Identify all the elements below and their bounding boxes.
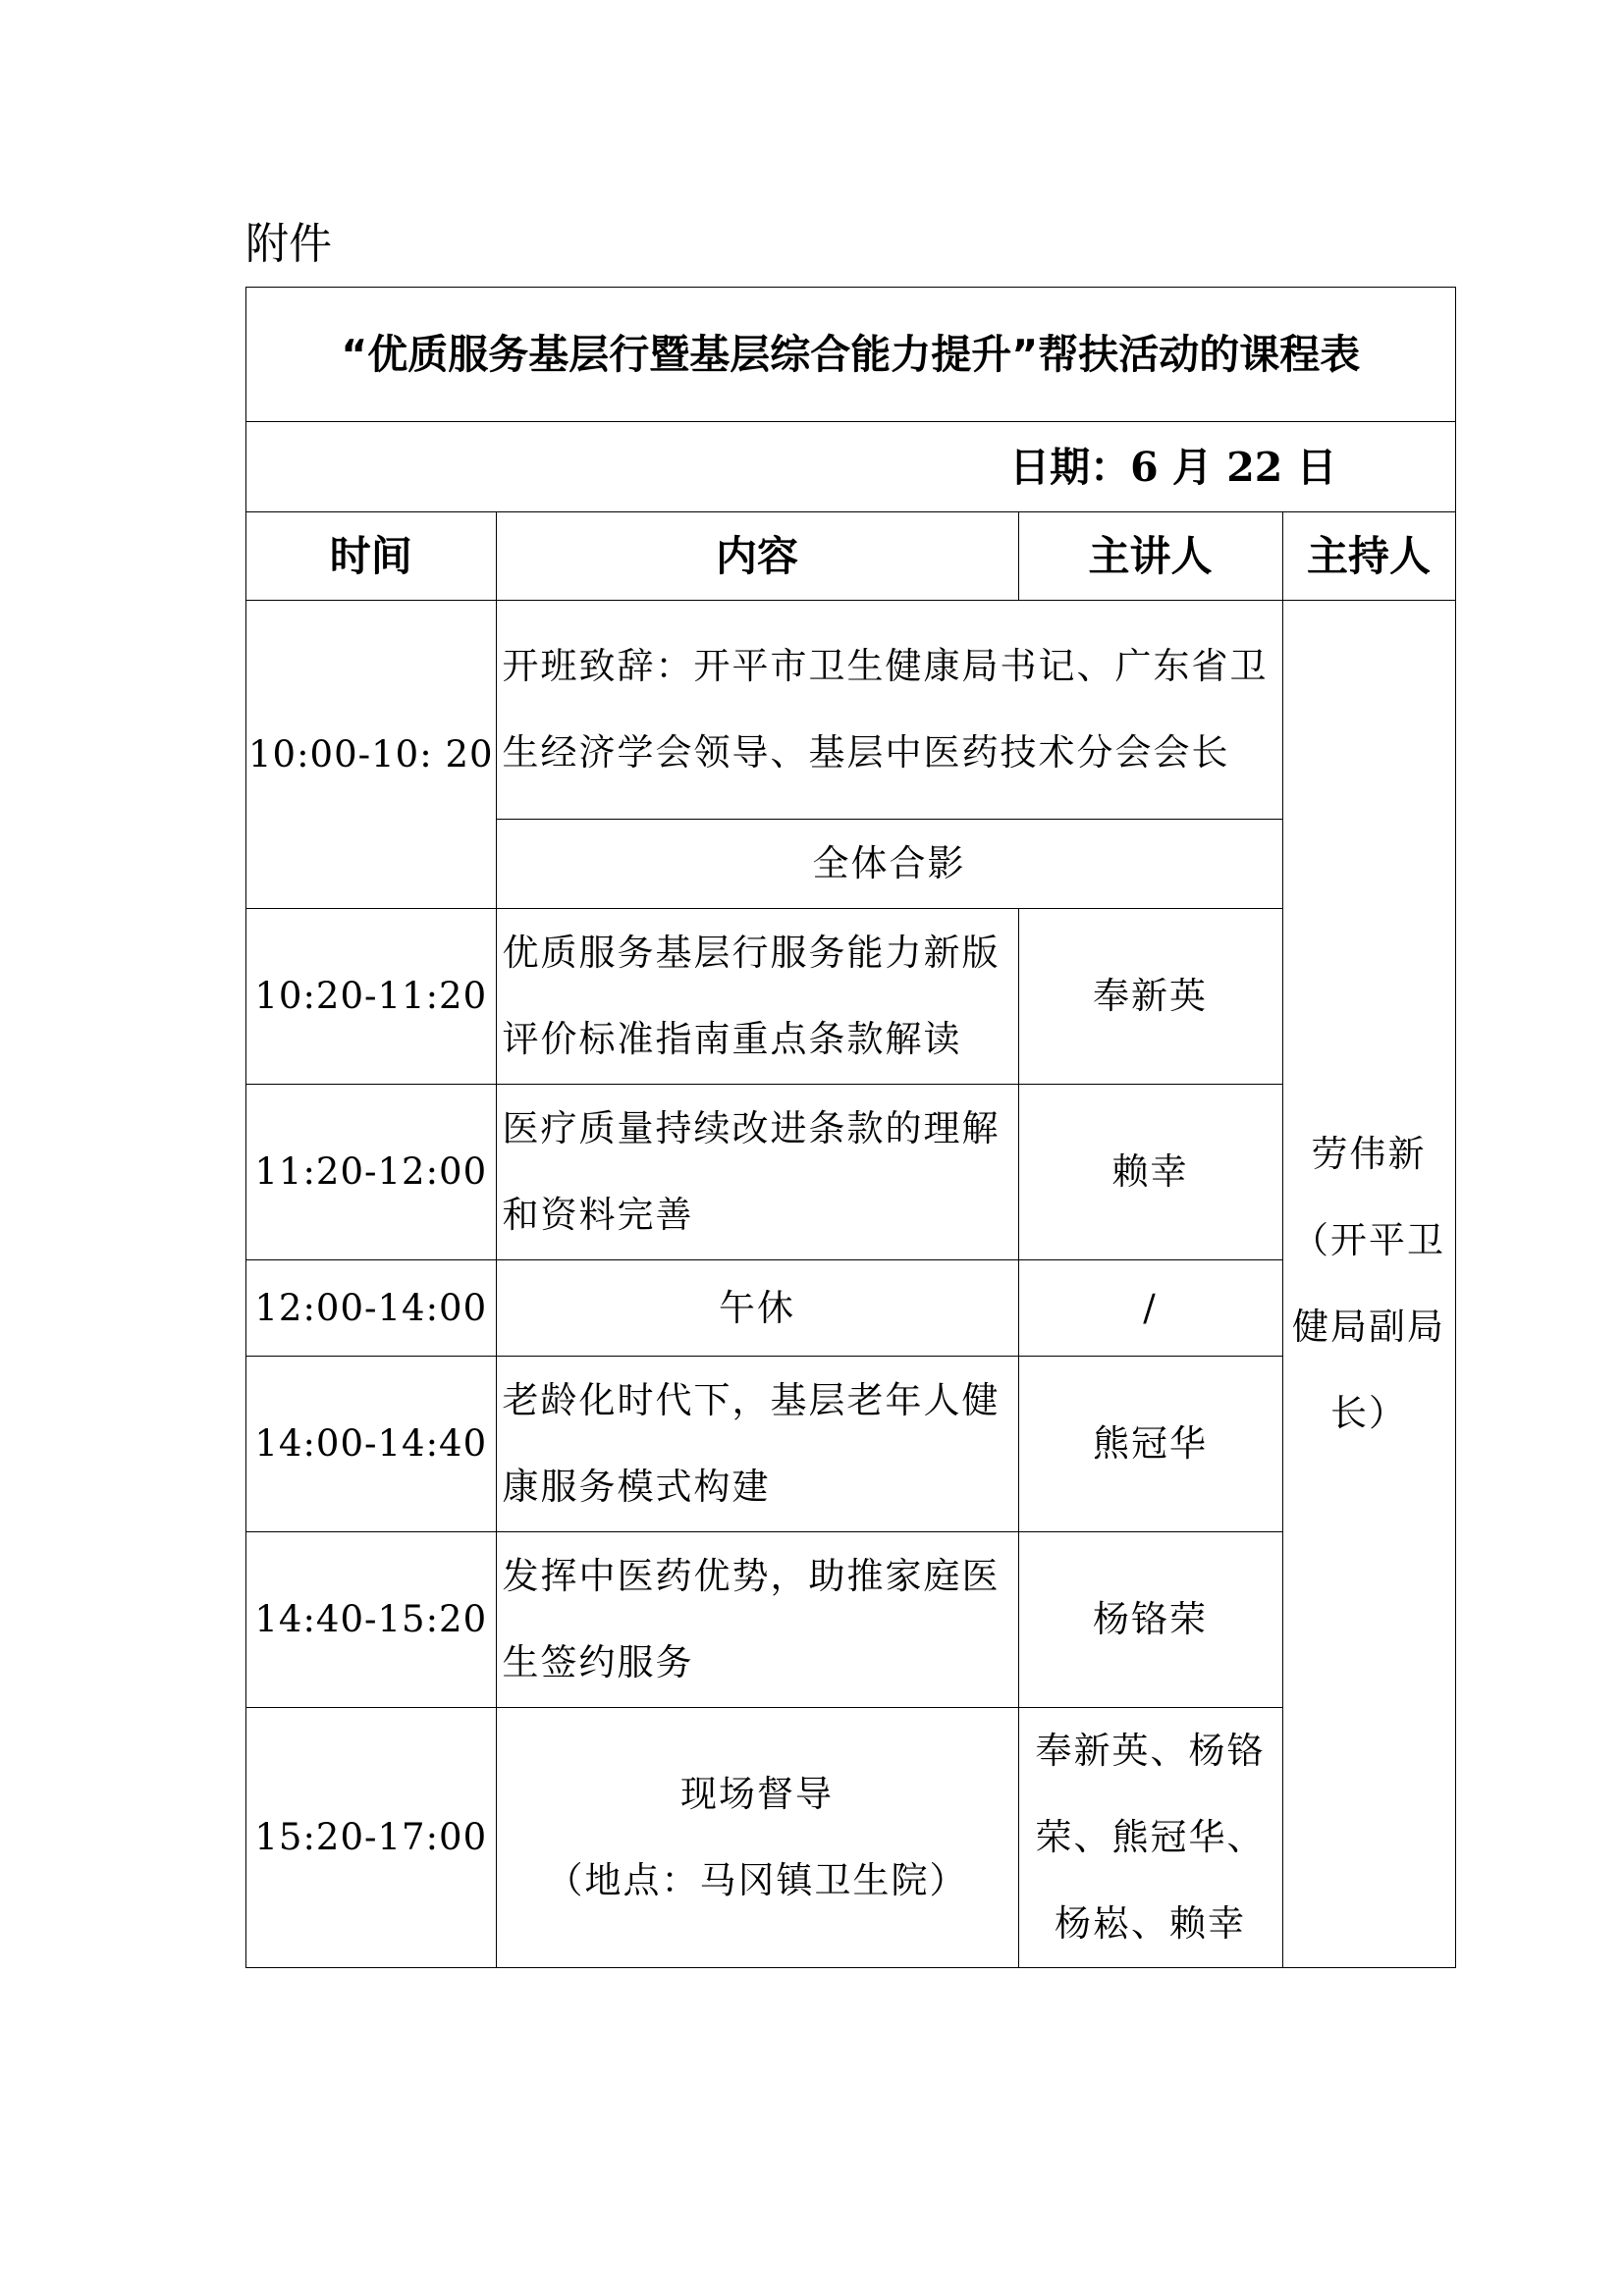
row-speaker: 奉新英、杨铬荣、熊冠华、杨崧、赖幸	[1018, 1708, 1282, 1968]
row-time: 15:20-17:00	[246, 1708, 497, 1968]
row-content: 医疗质量持续改进条款的理解和资料完善	[496, 1085, 1018, 1260]
row-time: 10:20-11:20	[246, 909, 497, 1085]
row-time: 14:00-14:40	[246, 1357, 497, 1532]
table-row	[246, 1532, 1456, 1708]
header-speaker: 主讲人	[1018, 512, 1282, 601]
row-content	[496, 1708, 1018, 1968]
row-content: 午休	[496, 1260, 1018, 1357]
attachment-label: 附件	[245, 219, 332, 269]
row-speaker: 奉新英	[1018, 909, 1282, 1085]
row-content: 开班致辞：开平市卫生健康局书记、广东省卫生经济学会领导、基层中医药技术分会会长	[496, 601, 1282, 820]
table-row	[246, 1708, 1456, 1968]
row-speaker: 赖幸	[1018, 1085, 1282, 1260]
schedule-table	[245, 287, 1456, 1968]
row-speaker: 杨铬荣	[1018, 1532, 1282, 1708]
table-title: “优质服务基层行暨基层综合能力提升”帮扶活动的课程表	[246, 288, 1456, 422]
row-content: 全体合影	[496, 820, 1282, 909]
row-content-location: （地点：马冈镇卫生院）	[546, 1859, 968, 1901]
table-row	[246, 909, 1456, 1085]
header-host: 主持人	[1282, 512, 1455, 601]
header-content: 内容	[496, 512, 1018, 601]
row-content: 优质服务基层行服务能力新版评价标准指南重点条款解读	[496, 909, 1018, 1085]
row-time: 14:40-15:20	[246, 1532, 497, 1708]
host-name: 劳伟新（开平卫健局副局长）	[1282, 601, 1455, 1968]
row-time: 12:00-14:00	[246, 1260, 497, 1357]
row-time: 11:20-12:00	[246, 1085, 497, 1260]
row-content: 老龄化时代下，基层老年人健康服务模式构建	[496, 1357, 1018, 1532]
table-row	[246, 1260, 1456, 1357]
table-row	[246, 1085, 1456, 1260]
row-content-main: 现场督导	[680, 1773, 835, 1815]
row-content: 发挥中医药优势，助推家庭医生签约服务	[496, 1532, 1018, 1708]
table-row	[246, 1357, 1456, 1532]
header-time: 时间	[246, 512, 497, 601]
schedule-date: 日期：6 月 22 日	[246, 422, 1456, 512]
row-time: 10:00-10: 20	[246, 601, 497, 909]
row-speaker: /	[1018, 1260, 1282, 1357]
row-speaker: 熊冠华	[1018, 1357, 1282, 1532]
table-row	[246, 601, 1456, 820]
